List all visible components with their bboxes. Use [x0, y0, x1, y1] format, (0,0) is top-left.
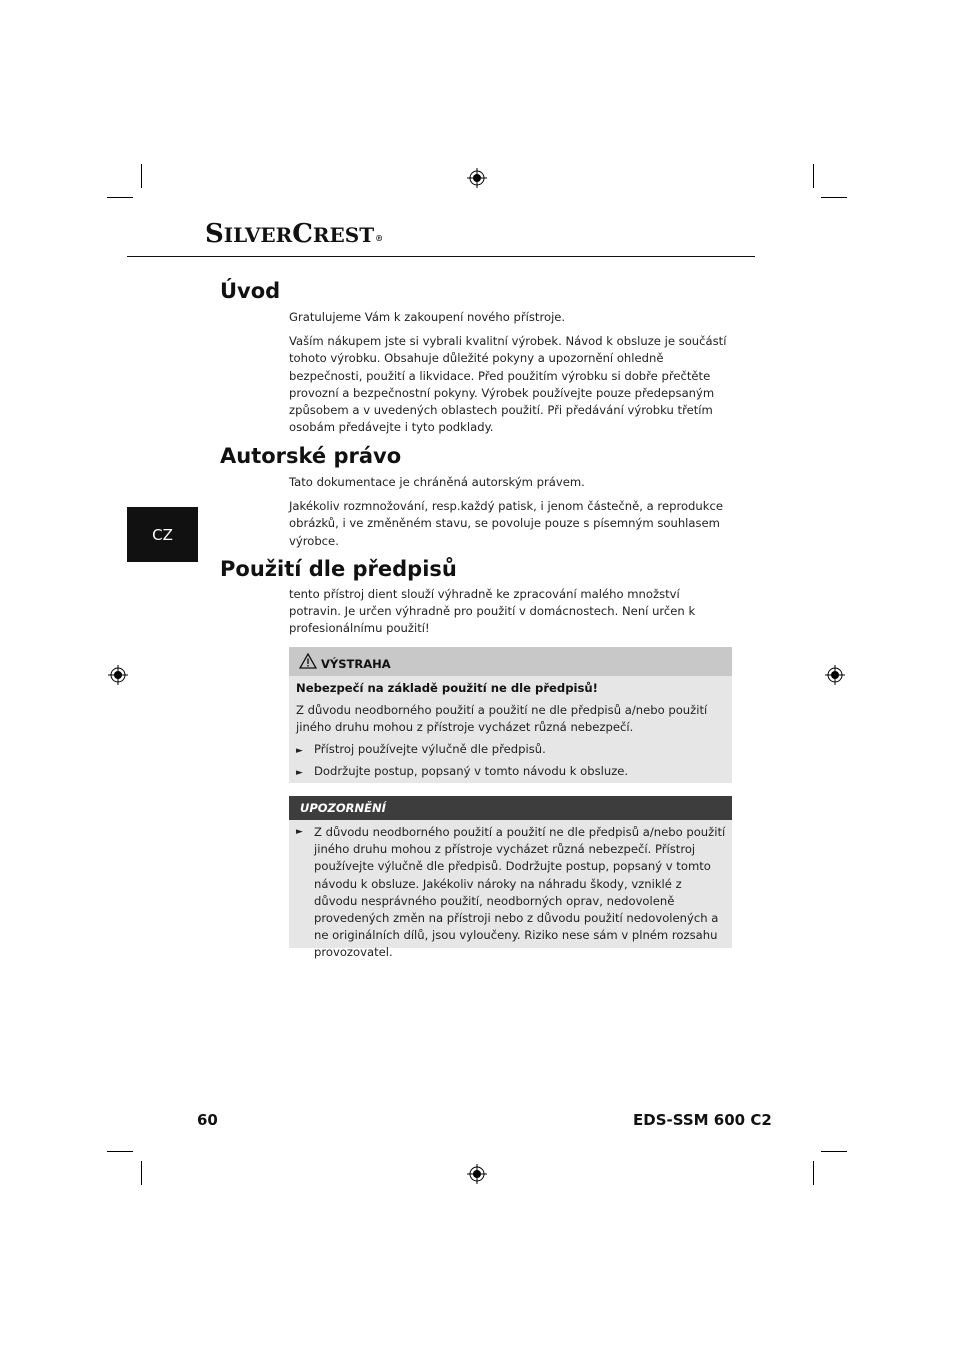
- paragraph: Jakékoliv rozmnožování, resp.každý patisk, i jenom částečně, a reprodukce obrázků, i ve změněném stavu, se povoluje pouze s písemným souhlasem výrobce.: [289, 499, 723, 548]
- warning-triangle-icon: [299, 653, 317, 669]
- list-item-text: Dodržujte postup, popsaný v tomto návodu k obsluze.: [314, 764, 629, 778]
- registration-mark-icon: [467, 1164, 487, 1184]
- warning-subtitle: Nebezpečí na základě použití ne dle předpisů!: [296, 681, 598, 695]
- section-title-copyright: Autorské právo: [220, 444, 402, 468]
- paragraph: Tato dokumentace je chráněná autorským právem.: [289, 475, 585, 489]
- paragraph: Vaším nákupem jste si vybrali kvalitní výrobek. Návod k obsluze je součástí tohoto výrobku. Obsahuje důležité pokyny a upozornění ohledně bezpečnosti, použití a likvidace. Před použitím výrobku si dobře přečtěte provozní a bezpečnostní pokyny. Výrobek používejte pouze předepsaným způsobem a v uvedených oblastech použití. Při předávání výrobku třetím osobám předávejte i tyto podklady.: [289, 334, 727, 435]
- bullet-arrow-icon: ►: [296, 827, 303, 837]
- page-number: 60: [197, 1111, 218, 1129]
- header-rule: [127, 256, 755, 257]
- language-tab: CZ: [127, 507, 198, 562]
- paragraph: tento přístroj dient slouží výhradně ke zpracování malého množství potravin. Je určen výhradně pro použití v domácnostech. Není určen k profesionálnímu použití!: [289, 587, 696, 636]
- warning-text: Z důvodu neodborného použití a použití ne dle předpisů a/nebo použití jiného druhu mohou z přístroje vycházet různá nebezpečí.: [296, 703, 708, 735]
- section-body-uvod: [289, 309, 729, 436]
- list-item-text: Přístroj používejte výlučně dle předpisů.: [314, 742, 546, 756]
- section-title-intended-use: Použití dle předpisů: [220, 557, 457, 581]
- crop-mark: [107, 1151, 133, 1152]
- list-item: [296, 763, 628, 782]
- paragraph: Gratulujeme Vám k zakoupení nového přístroje.: [289, 310, 566, 324]
- section-body-intended-use: [289, 586, 729, 638]
- crop-mark: [141, 1161, 142, 1185]
- model-number: EDS-SSM 600 C2: [633, 1111, 772, 1129]
- crop-mark: [821, 197, 847, 198]
- registration-mark-icon: [108, 665, 128, 685]
- note-text: Z důvodu neodborného použití a použití ne dle předpisů a/nebo použití jiného druhu mohou z přístroje vycházet různá nebezpečí. Přístroj používejte výlučně dle předpisů. Dodržujte postup, popsaný v tomto návodu k obsluze. Jakékoliv nároky na náhradu škody, vzniklé z důvodu nesprávného použití, neodborných oprav, nedovoleně provedených změn na přístroji nebo z důvodu použití nedovolených a ne originálních dílů, jsou vyloučeny. Riziko nese sám v plném rozsahu provozovatel.: [314, 825, 726, 960]
- logo-letter: S: [205, 219, 224, 249]
- bullet-arrow-icon: ►: [296, 746, 303, 756]
- logo-letters: REST: [312, 223, 375, 247]
- section-body-copyright: [289, 474, 729, 550]
- bullet-arrow-icon: ►: [296, 768, 303, 778]
- list-item: [296, 741, 546, 760]
- logo-letter: C: [292, 219, 313, 249]
- logo-letters: ILVER: [223, 223, 293, 247]
- brand-logo: [205, 219, 383, 250]
- registered-mark: ®: [375, 233, 384, 243]
- warning-label: VÝSTRAHA: [321, 657, 391, 671]
- registration-mark-icon: [467, 168, 487, 188]
- registration-mark-icon: [825, 665, 845, 685]
- crop-mark: [813, 164, 814, 188]
- crop-mark: [821, 1151, 847, 1152]
- crop-mark: [107, 197, 133, 198]
- crop-mark: [141, 164, 142, 188]
- crop-mark: [813, 1161, 814, 1185]
- note-label: UPOZORNĚNÍ: [300, 801, 386, 815]
- section-title-uvod: Úvod: [220, 279, 281, 303]
